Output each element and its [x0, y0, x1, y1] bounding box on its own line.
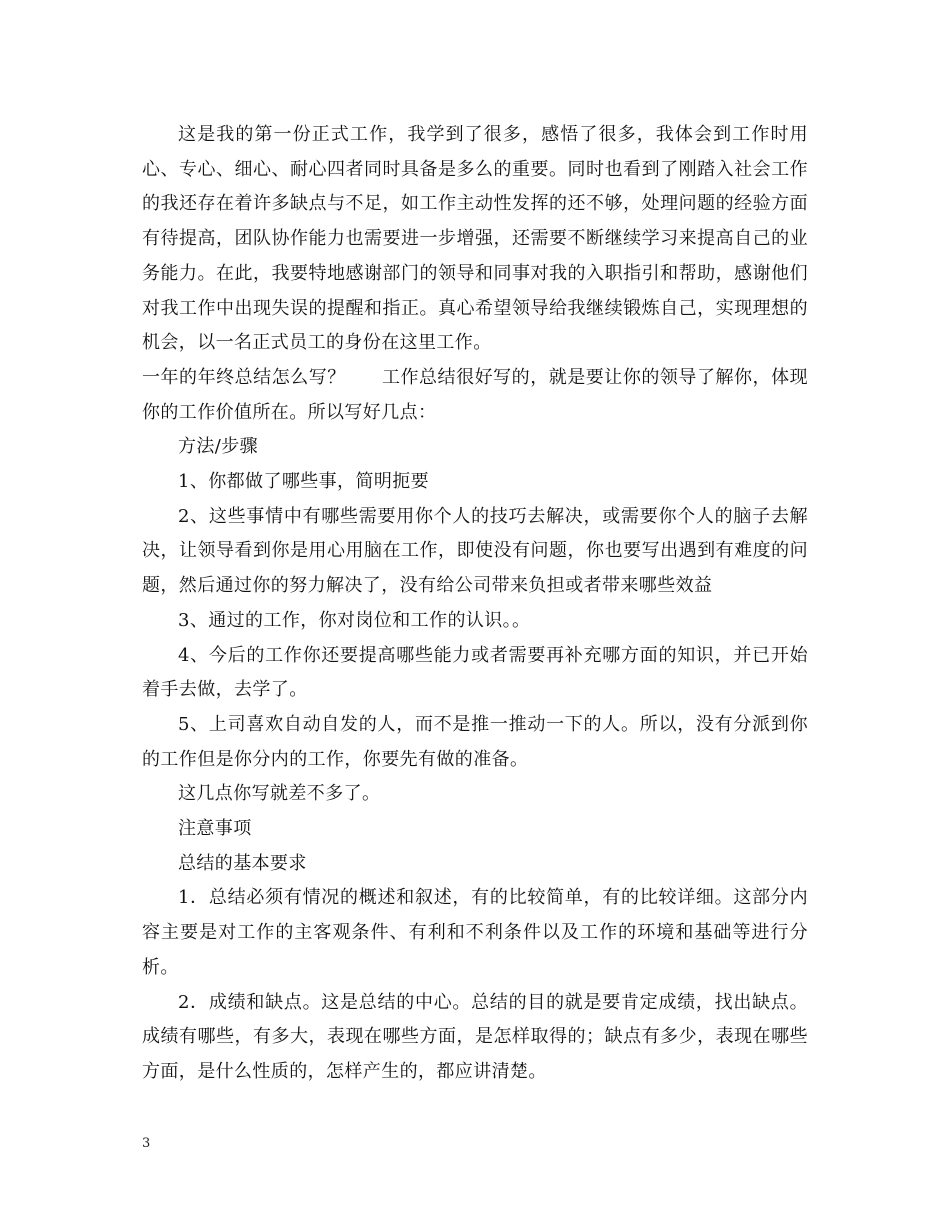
- requirement-item-2: 2．成绩和缺点。这是总结的中心。总结的目的就是要肯定成绩，找出缺点。成绩有哪些，有多大，表现在哪些方面，是怎样取得的；缺点有多少，表现在哪些方面，是什么性质的，怎样产生的，都应讲清楚。: [142, 991, 808, 1082]
- heading-methods-steps: 方法/步骤: [178, 436, 259, 458]
- steps-conclusion: 这几点你写就差不多了。: [178, 783, 381, 805]
- summary-answer-text: 工作总结很好写的，就是要让你的领导了解你，体现你的工作价值所在。所以写好几点：: [142, 366, 808, 423]
- step-item-2: 2、这些事情中有哪些需要用你个人的技巧去解决，或需要你个人的脑子去解决，让领导看到你是用心用脑在工作，即使没有问题，你也要写出遇到有难度的问题，然后通过你的努力解决了，没有给公司带来负担或者带来哪些效益: [142, 505, 808, 597]
- requirement-item-1: 1．总结必须有情况的概述和叙述，有的比较简单，有的比较详细。这部分内容主要是对工作的主客观条件、有利和不利条件以及工作的环境和基础等进行分析。: [142, 887, 808, 978]
- summary-question-text: 一年的年终总结怎么写？: [142, 366, 346, 388]
- heading-basic-requirements: 总结的基本要求: [178, 852, 307, 874]
- heading-notes: 注意事项: [178, 818, 252, 840]
- step-item-4: 4、今后的工作你还要提高哪些能力或者需要再补充哪方面的知识，并已开始着手去做，去学了。: [142, 644, 808, 701]
- paragraph-year-end-summary-question: [142, 361, 808, 430]
- step-item-5: 5、上司喜欢自动自发的人，而不是推一推动一下的人。所以，没有分派到你的工作但是你分内的工作，你要先有做的准备。: [142, 713, 808, 770]
- paragraph-first-job-reflection: 这是我的第一份正式工作，我学到了很多，感悟了很多，我体会到工作时用心、专心、细心、耐心四者同时具备是多么的重要。同时也看到了刚踏入社会工作的我还存在着许多缺点与不足，如工作主动性发挥的还不够，处理问题的经验方面有待提高，团队协作能力也需要进一步增强，还需要不断继续学习来提高自己的业务能力。在此，我要特地感谢部门的领导和同事对我的入职指引和帮助，感谢他们对我工作中出现失误的提醒和指正。真心希望领导给我继续锻炼自己，实现理想的机会，以一名正式员工的身份在这里工作。: [142, 124, 808, 354]
- page-number: 3: [142, 1136, 151, 1151]
- step-item-1: 1、你都做了哪些事，简明扼要: [178, 471, 430, 493]
- document-body: [142, 118, 808, 1090]
- step-item-3: 3、通过的工作，你对岗位和工作的认识。。: [178, 609, 531, 631]
